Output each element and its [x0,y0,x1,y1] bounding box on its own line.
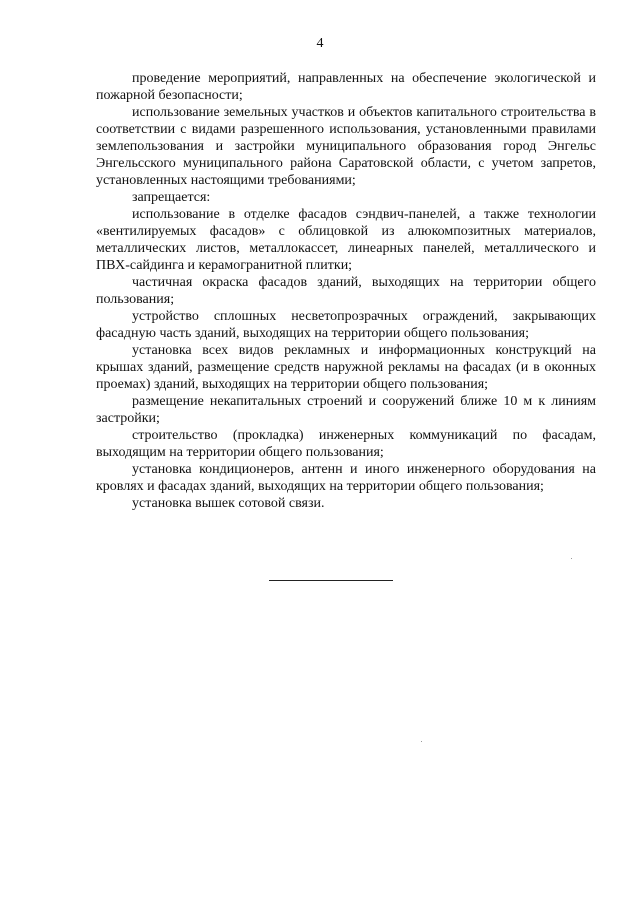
paragraph-partial-painting: частичная окраска фасадов зданий, выходящих на территории общего пользования; [96,275,596,307]
paragraph-temporary-structures: размещение некапитальных строений и сооружений ближе 10 м к линиям застройки; [96,394,596,426]
paragraph-environmental-fire-safety: проведение мероприятий, направленных на обеспечение экологической и пожарной безопасности; [96,71,596,103]
paragraph-land-use: использование земельных участков и объектов капитального строительства в соответствии с видами разрешенного использования, установленными правилами землепользования и застройки муниципального образования город Энгельс Энгельсского муниципального района Саратовской области, с учетом запретов, установленных настоящими требованиями; [96,105,596,188]
paragraph-facade-materials: использование в отделке фасадов сэндвич-панелей, а также технологии «вентилируемых фасадов» с облицовкой из алюкомпозитных материалов, металлических листов, металлокассет, линеарных панелей, металлического и ПВХ-сайдинга и керамогранитной плитки; [96,207,596,273]
paragraph-cell-towers: установка вышек сотовой связи. [132,496,325,511]
page-number: 4 [316,36,324,51]
paragraph-solid-fences: устройство сплошных несветопрозрачных ограждений, закрывающих фасадную часть зданий, выходящих на территории общего пользования; [96,309,596,341]
paragraph-advertising: установка всех видов рекламных и информационных конструкций на крышах зданий, размещение средств наружной рекламы на фасадах (и в оконных проемах) зданий, выходящих на территории общего пользования; [96,343,596,392]
end-separator-line [269,580,393,581]
scan-speck [421,741,422,742]
paragraph-prohibited-heading: запрещается: [132,190,211,205]
paragraph-utility-lines: строительство (прокладка) инженерных коммуникаций по фасадам, выходящим на территории общего пользования; [96,428,596,460]
scan-speck [571,558,572,559]
paragraph-air-conditioners: установка кондиционеров, антенн и иного инженерного оборудования на кровлях и фасадах зданий, выходящих на территории общего пользования; [96,462,596,494]
document-body [96,70,596,512]
